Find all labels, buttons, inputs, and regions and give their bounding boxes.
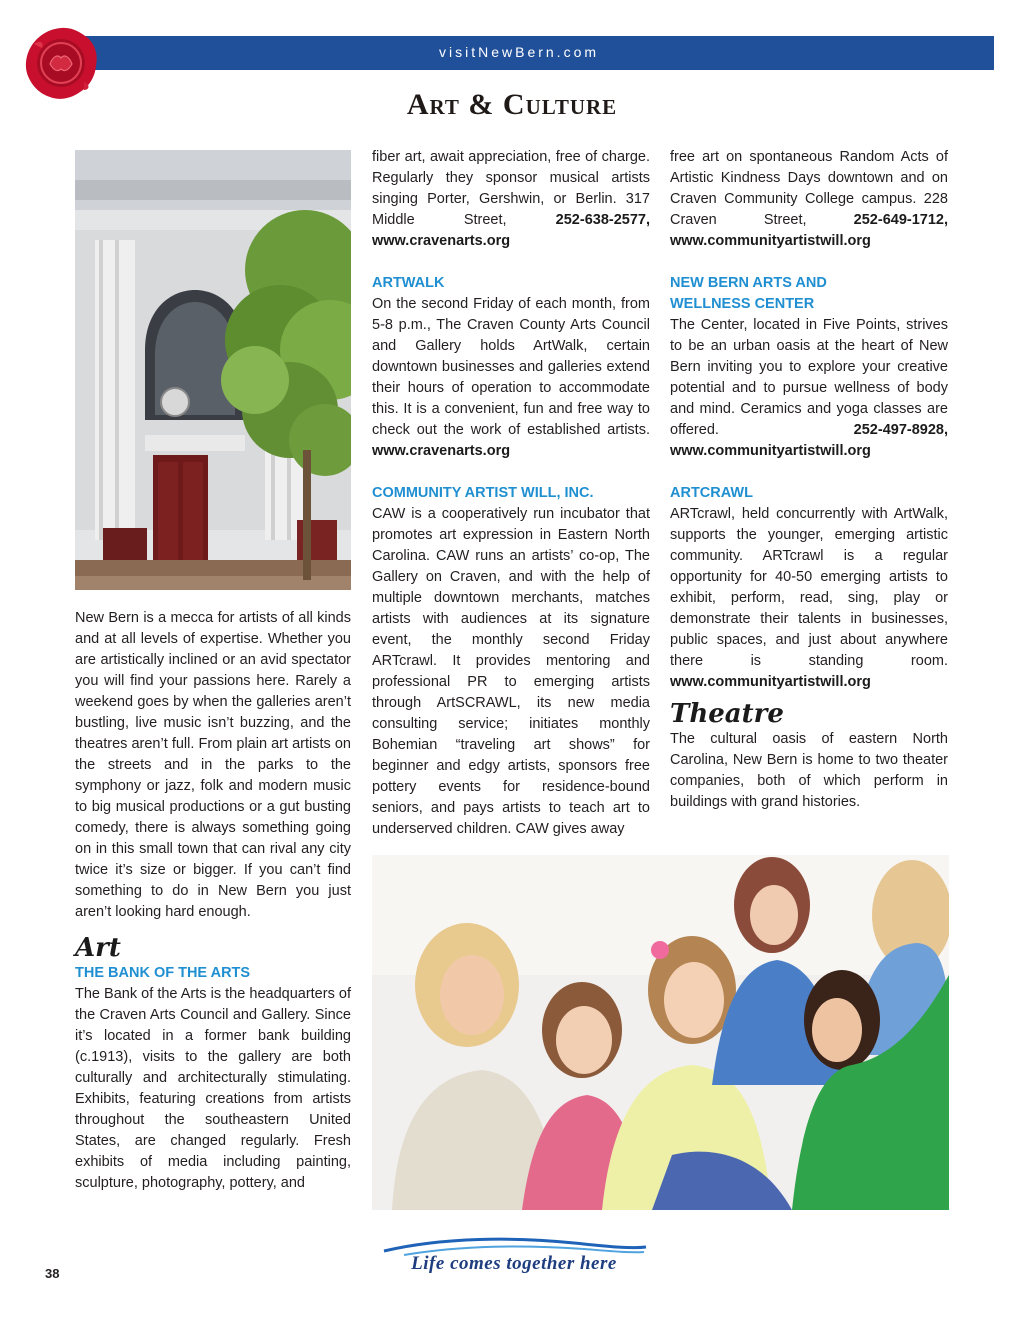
caw-url-link[interactable]: www.communityartistwill.org xyxy=(670,233,871,249)
header-bar xyxy=(44,36,994,70)
page-number: 38 xyxy=(45,1266,60,1281)
theatre-heading: Theatre xyxy=(670,699,784,729)
artwalk-heading: ARTWALK xyxy=(372,275,445,291)
caw-continued-text: free art on spontaneous Random Acts of Artistic Kindness Days downtown and on Craven Community College campus. 228 Craven Street, xyxy=(670,149,948,228)
tagline-text: Life comes together here xyxy=(411,1253,617,1274)
bank-of-the-arts-heading: THE BANK OF THE ARTS xyxy=(75,965,251,981)
art-heading: Art xyxy=(75,933,121,963)
community-artist-will-paragraph: CAW is a cooperatively run incubator that promotes art expression in Eastern North Carolina. CAW runs an artists’ co-op, The Gallery on Craven, and with the help of multiple downtown merchants, matches artists with audiences at its signature event, the monthly second Friday ARTcrawl. It provides mentoring and professional PR to emerging artists through ArtSCRAWL, its new media consulting service; initiates monthly Bohemian “traveling art shows” for beginner and edgy artists, sponsors free pottery events for residence-bound seniors, and pays artists to teach art to underserved children. CAW gives away xyxy=(372,506,650,837)
children-art-class-photo xyxy=(372,855,949,1210)
site-url[interactable]: visitNewBern.com xyxy=(438,44,600,60)
wellness-center-text: The Center, located in Five Points, strives to be an urban oasis at the heart of New Bern inviting you to explore your creative potential and to pursue wellness of body and mind. Ceramics and yoga classes are offered. xyxy=(670,317,948,438)
artcrawl-heading: ARTCRAWL xyxy=(670,485,753,501)
caw-phone: 252-649-1712, xyxy=(853,212,948,228)
bank-continued-text: fiber art, await appreciation, free of charge. Regularly they sponsor musical artists singing Porter, Gershwin, or Berlin. 317 Middle Street, xyxy=(372,149,650,228)
page-title: Art & Culture xyxy=(406,88,618,121)
artcrawl-paragraph xyxy=(670,504,948,693)
wellness-center-heading-line-2: WELLNESS CENTER xyxy=(670,296,815,312)
column-3 xyxy=(670,147,948,813)
artcrawl-url-link[interactable]: www.communityartistwill.org xyxy=(670,674,871,690)
column-1 xyxy=(75,608,351,1194)
wellness-center-paragraph xyxy=(670,315,948,462)
column-2 xyxy=(372,147,650,840)
wellness-url-link[interactable]: www.communityartistwill.org xyxy=(670,443,871,459)
wellness-phone: 252-497-8928, xyxy=(853,422,948,438)
bank-of-the-arts-photo xyxy=(75,150,351,590)
artwalk-text: On the second Friday of each month, from 5-8 p.m., The Craven County Arts Council and Gallery holds ArtWalk, certain downtown businesses and galleries extend their hours of operation to accommodate this. It is a convenient, fun and free way to check out the work of established artists. xyxy=(372,296,650,438)
artwalk-paragraph xyxy=(372,294,650,462)
theatre-paragraph: The cultural oasis of eastern North Carolina, New Bern is home to two theater companies, both of which perform in buildings with grand histories. xyxy=(670,731,948,810)
bank-of-the-arts-paragraph: The Bank of the Arts is the headquarters of the Craven Arts Council and Gallery. Since it’s located in a former bank building (c.1913), visits to the gallery are both culturally and architecturally stimulating. Exhibits, featuring creations from artists throughout the southeastern United States, are changed regularly. Fresh exhibits of media including painting, sculpture, photography, pottery, and xyxy=(75,986,351,1191)
artcrawl-text: ARTcrawl, held concurrently with ArtWalk, supports the younger, emerging artistic community. ARTcrawl is a regular opportunity for 40-50 emerging artists to exhibit, perform, read, sing, play or demonstrate their talents in businesses, public spaces, and just about anywhere there is standing room. xyxy=(670,506,948,669)
intro-paragraph: New Bern is a mecca for artists of all kinds and at all levels of expertise. Whether you are artistically inclined or an avid spectator you will find your passions here. Rarely a weekend goes by when the galleries aren’t bustling, live music isn’t buzzing, and the theatres aren’t full. From plain art artists on the streets and in the parks to the symphony or jazz, folk and modern music to big musical productions or a gut busting comedy, there is always something going on in this small town that can rival any city twice it’s size or bigger. If you can’t find something to do in New Bern you just aren’t looking hard enough. xyxy=(75,610,351,920)
bank-url-link[interactable]: www.cravenarts.org xyxy=(372,233,511,249)
bank-continued-paragraph xyxy=(372,147,650,252)
community-artist-will-heading: COMMUNITY ARTIST WILL, INC. xyxy=(372,485,594,501)
wellness-center-heading-line-1: NEW BERN ARTS AND xyxy=(670,275,827,291)
tagline-banner xyxy=(374,1233,654,1283)
bank-phone: 252-638-2577, xyxy=(555,212,650,228)
caw-continued-paragraph xyxy=(670,147,948,252)
artwalk-url-link[interactable]: www.cravenarts.org xyxy=(372,443,511,459)
